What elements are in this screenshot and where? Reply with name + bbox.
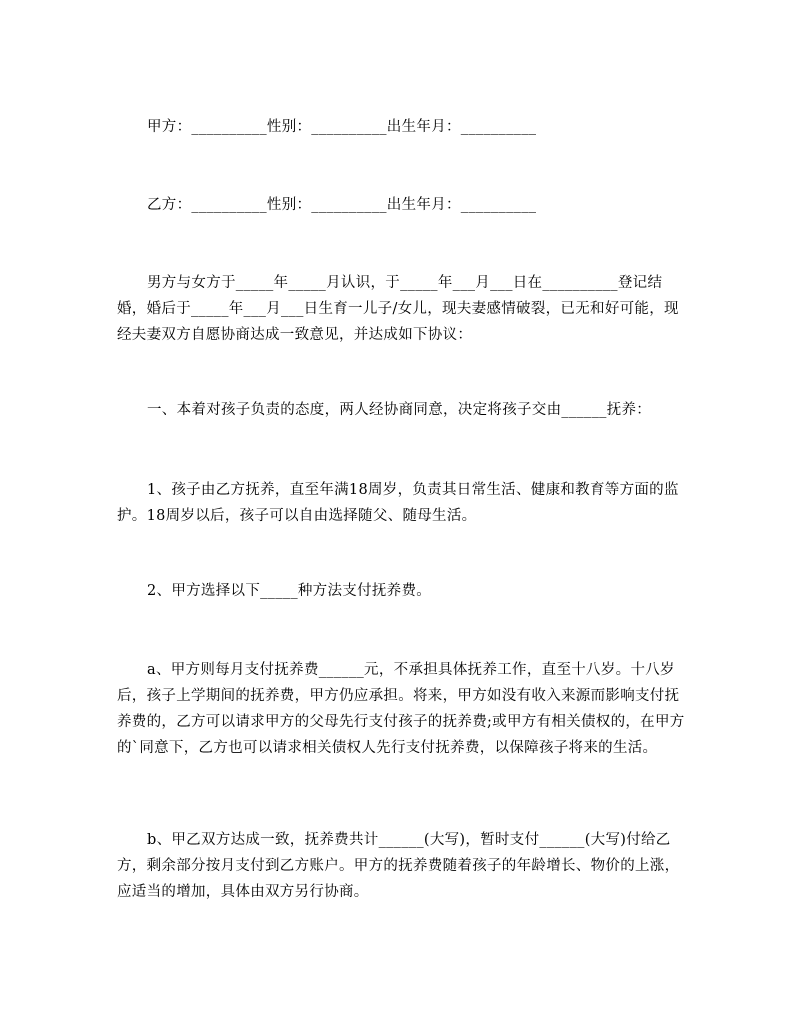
marriage-background-paragraph: 男方与女方于_____年_____月认识，于_____年___月___日在__________登记结婚，婚后于_____年___月___日生育一儿子/女儿，现夫妻感情破裂，已无和好可能，现经夫妻双方自愿协商达成一致意见，并达成如下协议： [117, 275, 679, 343]
party-b-info-line: 乙方：__________性别：__________出生年月：__________ [147, 197, 537, 213]
clause-option-b: b、甲乙双方达成一致，抚养费共计______(大写)，暂时支付______(大写)付给乙方，剩余部分按月支付到乙方账户。甲方的抚养费随着孩子的年龄增长、物价的上涨，应适当的增加，具体由双方另行协商。 [117, 832, 680, 900]
party-a-info-line: 甲方：__________性别：__________出生年月：__________ [147, 119, 537, 135]
clause-option-a: a、甲方则每月支付抚养费______元，不承担具体抚养工作，直至十八岁。十八岁后，孩子上学期间的抚养费，甲方仍应承担。将来，甲方如没有收入来源而影响支付抚养费的，乙方可以请求甲方的父母先行支付孩子的抚养费;或甲方有相关债权的，在甲方的`同意下，乙方也可以请求相关债权人先行支付抚养费，以保障孩子将来的生活。 [117, 662, 685, 756]
clause-item-1: 1、孩子由乙方抚养，直至年满18周岁，负责其日常生活、健康和教育等方面的监护。18周岁以后，孩子可以自由选择随父、随母生活。 [117, 482, 679, 524]
clause-one-custody: 一、本着对孩子负责的态度，两人经协商同意，决定将孩子交由______抚养： [147, 402, 652, 418]
clause-item-2: 2、甲方选择以下_____种方法支付抚养费。 [147, 583, 432, 599]
